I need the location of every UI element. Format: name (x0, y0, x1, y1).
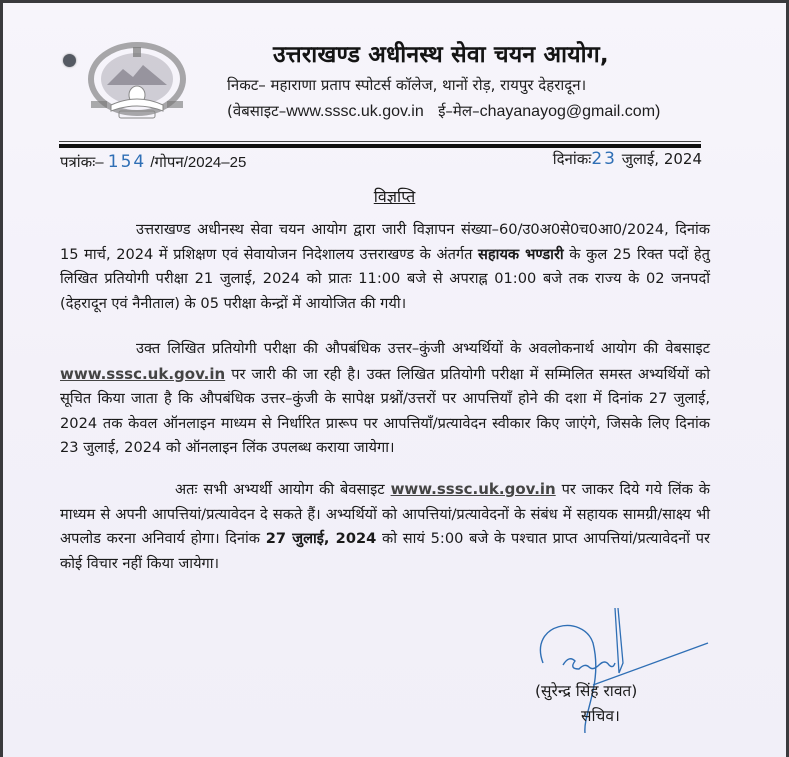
commission-emblem-icon (83, 41, 191, 121)
signatory-designation: सचिव। (581, 707, 620, 725)
deadline-date: 27 जुलाई, 2024 (265, 530, 377, 547)
paragraph-text: उक्त लिखित प्रतियोगी परीक्षा की औपबंधिक उत्तर–कुंजी अभ्यर्थियों के अवलोकनार्थ आयोग की वेबसाइट (136, 340, 710, 357)
website-link[interactable]: www.sssc.uk.gov.in (60, 364, 226, 383)
post-name: सहायक भण्डारी (478, 245, 564, 263)
notice-paragraph-1 (60, 218, 710, 316)
reference-handwritten-number: 154 (107, 152, 147, 172)
notice-paragraph-3 (60, 477, 710, 576)
paragraph-text: पर जाकर दिये गये लिंक के माध्यम से अपनी आपत्तियां/प्रत्यावेदन दे सकते हैं। अभ्यर्थियों को आपत्तियां/प्रत्यावेदनों के संबंध में सहायक सामग्री/साक्ष्य भी अपलोड करना अनिवार्य होगा। दिनांक (60, 481, 710, 547)
website-label: (वेबसाइट– (227, 102, 287, 120)
paragraph-text: अतः सभी अभ्यर्थी आयोग की बेवसाइट (175, 481, 391, 498)
website-link[interactable]: www.sssc.uk.gov.in (286, 103, 424, 120)
signatory-name: (सुरेन्द्र सिंह रावत) (535, 682, 638, 700)
reference-suffix: /गोपन/2024–25 (150, 154, 247, 171)
reference-number (60, 152, 246, 172)
date-label: दिनांकः (552, 150, 592, 168)
organization-name: उत्तराखण्ड अधीनस्थ सेवा चयन आयोग, (273, 42, 609, 68)
reference-label: पत्रांकः– (60, 154, 104, 171)
date-handwritten-day: 23 (591, 149, 617, 169)
notice-paragraph-2 (60, 337, 710, 461)
website-link[interactable]: www.sssc.uk.gov.in (390, 480, 556, 498)
header-divider-thin (59, 141, 701, 142)
document-page (3, 3, 786, 757)
paragraph-text: पर जारी की जा रही है। उक्त लिखित प्रतियोगी परीक्षा में सम्मिलित समस्त अभ्यर्थियों को सूचित किया जाता है कि औपबंधिक उत्तर–कुंजी के सापेक्ष प्रश्नों/उत्तरों पर आपत्तियाँ होने की दशा में दिनांक 27 जुलाई, 2024 तक केवल ऑनलाइन माध्यम से निर्धारित प्रारूप पर आपत्तियाँ/प्रत्यावेदन स्वीकार किए जाएंगे, जिसके लिए दिनांक 23 जुलाई, 2024 को ऑनलाइन लिंक उपलब्ध कराया जायेगा। (60, 365, 710, 456)
paragraph-text: के कुल 25 रिक्त पदों हेतु लिखित प्रतियोगी परीक्षा 21 जुलाई, 2024 को प्रातः 11:00 बजे से अपराह्न 01:00 बजे तक राज्य के 02 जनपदों (देहरादून एवं नैनीताल) के 05 परीक्षा केन्द्रों में आयोजित की गयी। (60, 245, 710, 312)
email-label: ई–मेल– (438, 102, 480, 120)
punch-hole-mark (63, 54, 76, 67)
handwritten-signature-icon (523, 603, 723, 733)
notice-title: विज्ञप्ति (373, 187, 416, 206)
contact-line (227, 101, 660, 121)
paragraph-text: उत्तराखण्ड अधीनस्थ सेवा चयन आयोग द्वारा जारी विज्ञापन संख्या–60/उ0अ0से0च0आ0/2024, दिनांक 15 मार्च, 2024 में प्रशिक्षण एवं सेवायोजन निदेशालय उत्तराखण्ड के अंतर्गत (60, 221, 710, 263)
header-divider-thick (59, 144, 701, 148)
date-suffix: जुलाई, 2024 (621, 150, 702, 168)
letter-date (553, 149, 702, 169)
organization-address: निकट– महाराणा प्रताप स्पोटर्स कॉलेज, थानों रोड़, रायपुर देहरादून। (227, 76, 587, 94)
email-link[interactable]: chayanayog@gmail.com) (479, 103, 661, 120)
paragraph-text: को सायं 5:00 बजे के पश्चात प्राप्त आपत्तियां/प्रत्यावेदनों पर कोई विचार नहीं किया जायेगा। (60, 530, 710, 572)
